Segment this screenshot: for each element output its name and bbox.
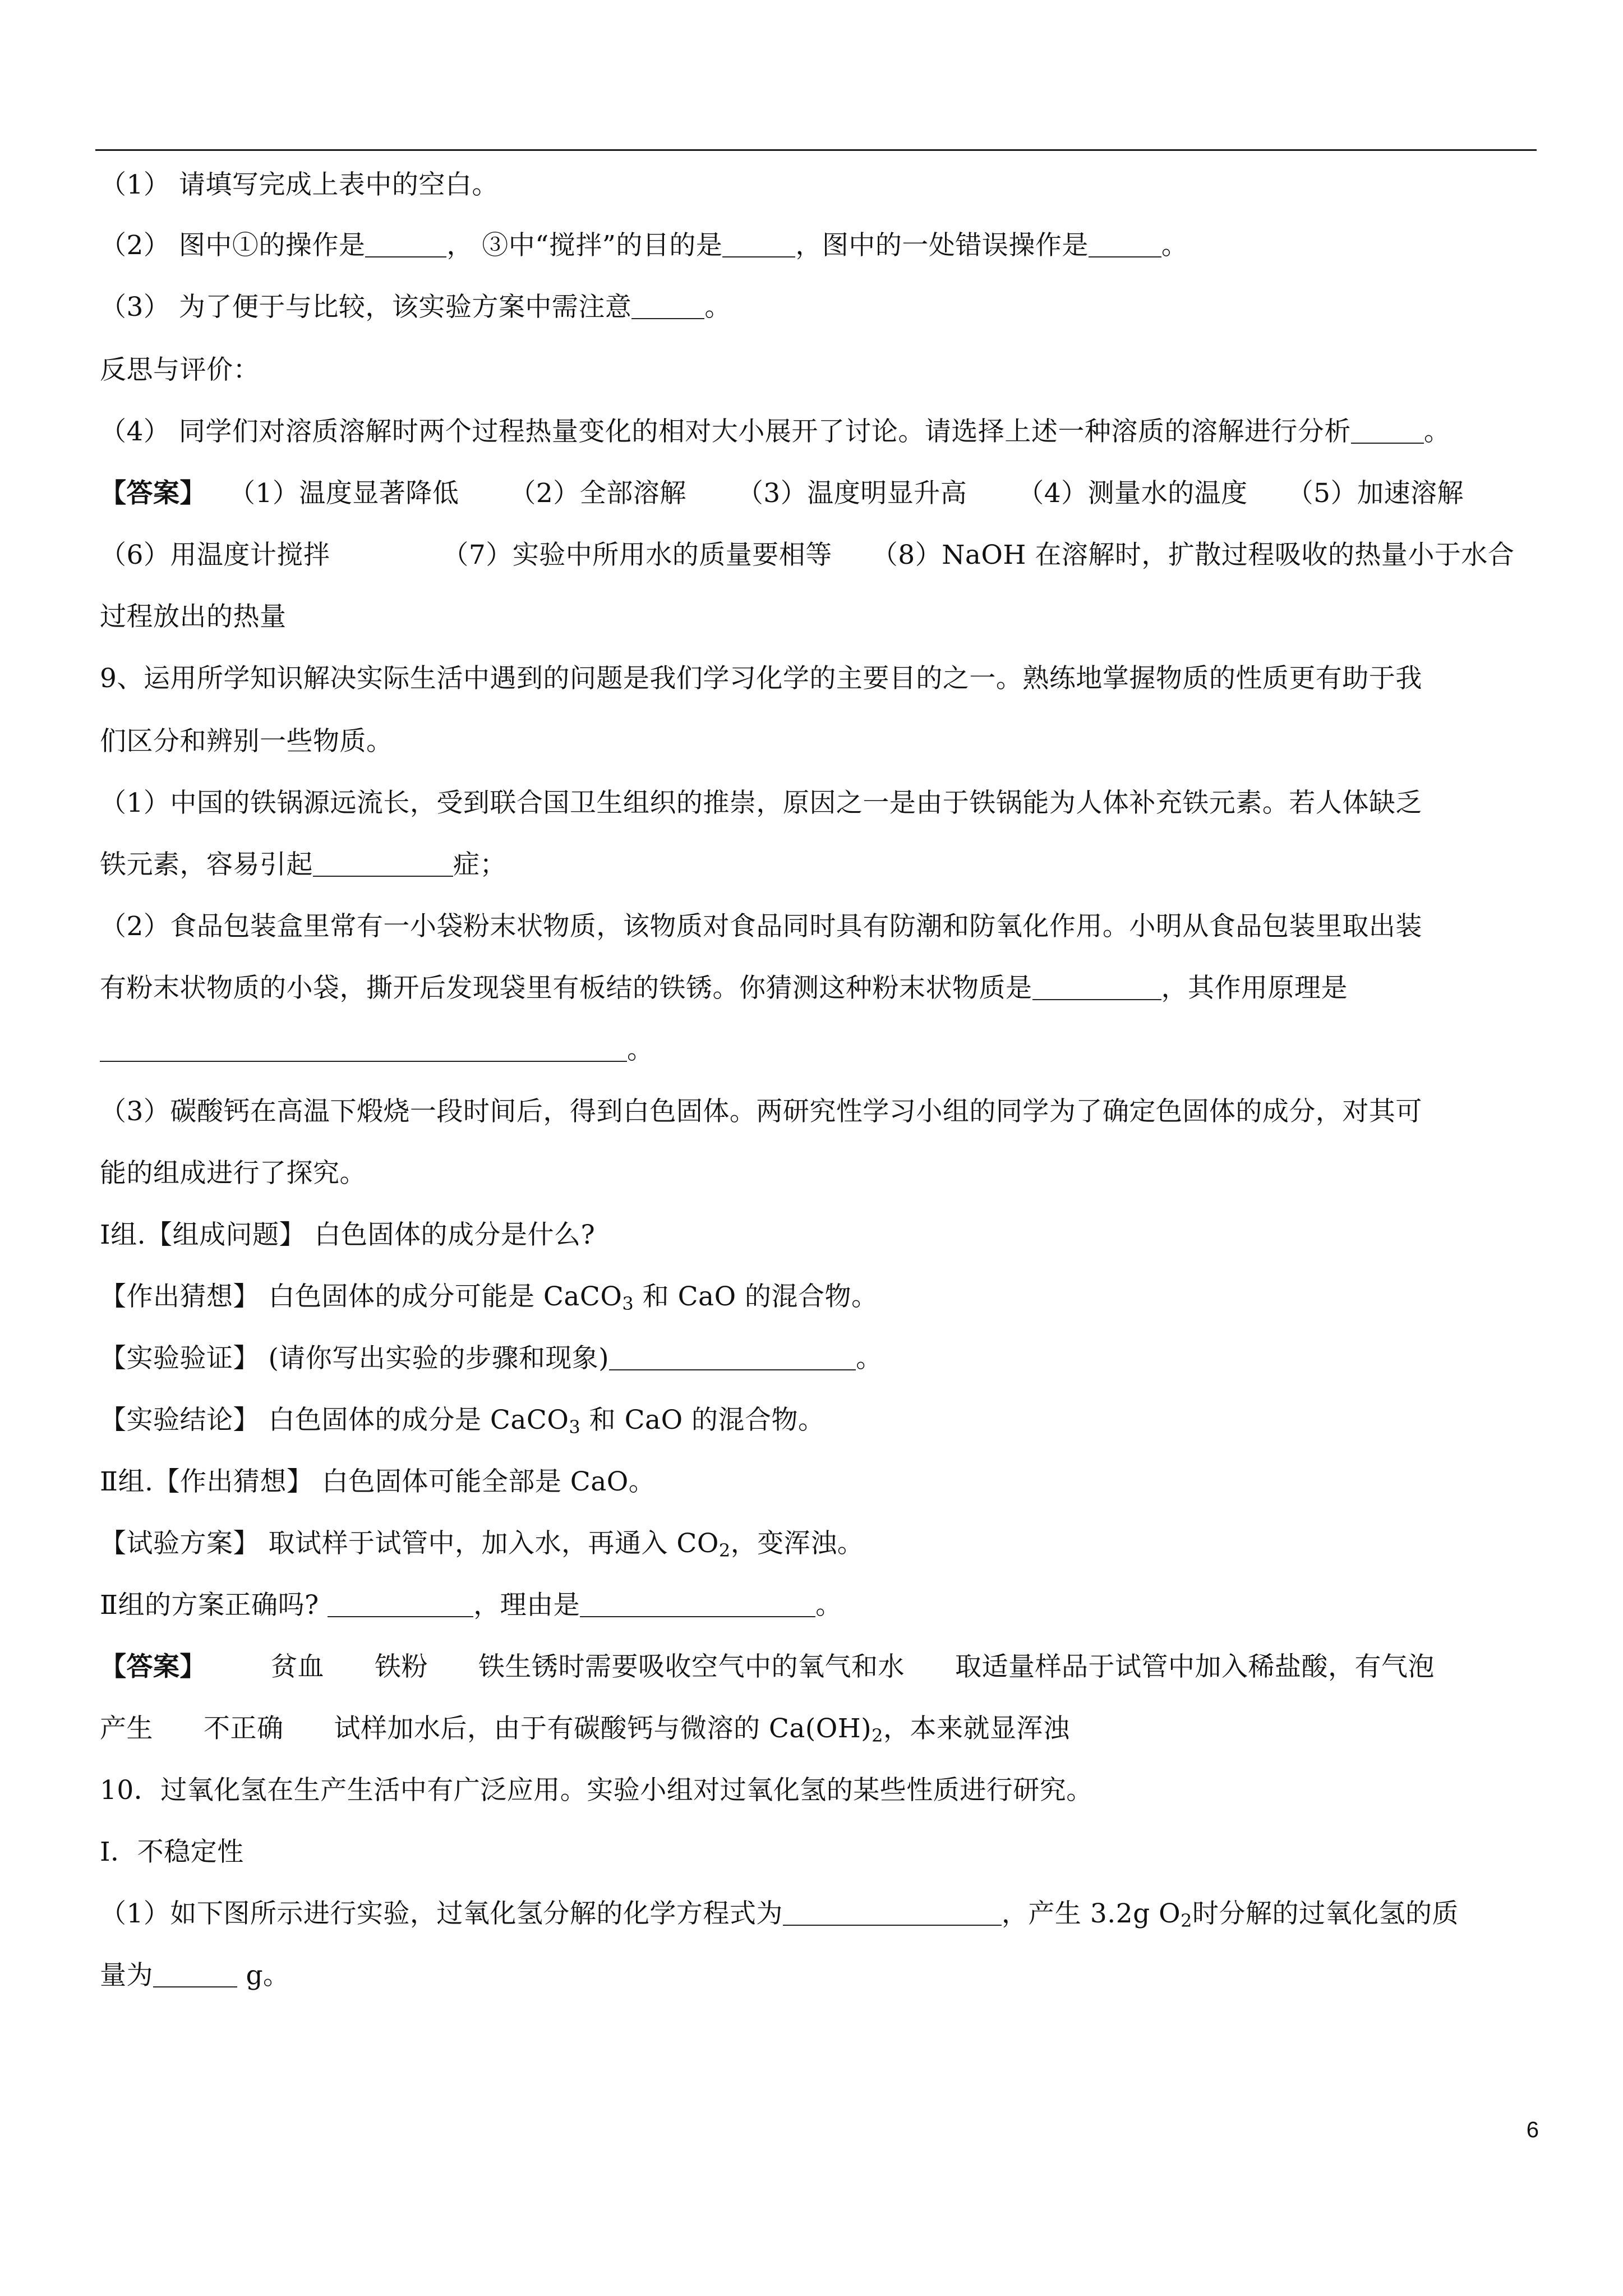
q8-answer-line-1: 【答案】 （1）温度显著降低 （2）全部溶解 （3）温度明显升高 （4）测量水的温度 （5）加速溶解 bbox=[100, 478, 1464, 509]
q9-intro-line-2: 们区分和辨别一些物质。 bbox=[100, 726, 393, 757]
answer-blank[interactable] bbox=[722, 232, 795, 257]
q8-subquestion-4: （4） 同学们对溶质溶解时两个过程热量变化的相对大小展开了讨论。请选择上述一种溶质的溶解进行分析 。 bbox=[100, 416, 1451, 447]
q9-part2-line-2: 有粉末状物质的小袋，撕开后发现袋里有板结的铁锈。你猜测这种粉末状物质是 ，其作用原理是 bbox=[100, 973, 1348, 1004]
answer-blank[interactable] bbox=[313, 851, 453, 877]
answer-blank[interactable] bbox=[580, 1591, 815, 1617]
q9-group1-conclusion: 【实验结论】 白色固体的成分是 CaCO$_3$ 和 CaO 的混合物。 bbox=[100, 1405, 825, 1438]
answer-blank[interactable] bbox=[365, 232, 446, 257]
q8-subquestion-1: （1） 请填写完成上表中的空白。 bbox=[100, 169, 499, 200]
q8-answer-line-2: （6）用温度计搅拌 （7）实验中所用水的质量要相等 （8）NaOH 在溶解时，扩散过程吸收的热量小于水合 bbox=[100, 540, 1515, 570]
q9-part2-line-3: 。 bbox=[100, 1033, 1536, 1067]
q9-intro-line-1: 9、运用所学知识解决实际生活中遇到的问题是我们学习化学的主要目的之一。熟练地掌握物质的性质更有助于我 bbox=[100, 663, 1422, 694]
q8-subquestion-2: （2） 图中①的操作是 ， ③中“搅拌”的目的是 ，图中的一处错误操作是 。 bbox=[100, 230, 1188, 261]
q10-intro: 10．过氧化氢在生产生活中有广泛应用。实验小组对过氧化氢的某些性质进行研究。 bbox=[100, 1775, 1093, 1806]
q9-answer-line-1: 【答案】 贫血 铁粉 铁生锈时需要吸收空气中的氧气和水 取适量样品于试管中加入稀盐酸，有气泡 bbox=[100, 1651, 1435, 1682]
q9-group1-question: Ⅰ组.【组成问题】 白色固体的成分是什么? bbox=[100, 1220, 596, 1250]
answer-blank[interactable] bbox=[1351, 418, 1424, 444]
q9-group2-question: Ⅱ组的方案正确吗? ，理由是 。 bbox=[100, 1590, 842, 1621]
q9-part3-line-2: 能的组成进行了探究。 bbox=[100, 1158, 366, 1189]
q9-part2-line-1: （2）食品包装盒里常有一小袋粉末状物质，该物质对食品同时具有防潮和防氧化作用。小明从食品包装里取出装 bbox=[100, 911, 1422, 942]
answer-blank[interactable] bbox=[631, 293, 704, 319]
q9-group1-verification: 【实验验证】 (请你写出实验的步骤和现象) 。 bbox=[100, 1343, 883, 1374]
q9-part3-line-1: （3）碳酸钙在高温下煅烧一段时间后，得到白色固体。两研究性学习小组的同学为了确定色固体的成分，对其可 bbox=[100, 1096, 1422, 1127]
q8-subquestion-3: （3） 为了便于与比较，该实验方案中需注意 。 bbox=[100, 292, 731, 323]
q9-group2-plan: 【试验方案】 取试样于试管中，加入水，再通入 $CO_2$，变浑浊。 bbox=[100, 1528, 864, 1561]
answer-blank[interactable] bbox=[153, 1962, 237, 1987]
q10-subquestion-1-line-1: （1）如下图所示进行实验，过氧化氢分解的化学方程式为 ，产生 3.2g $O_2$时分解的过氧化氢的质 bbox=[100, 1898, 1459, 1931]
answer-blank[interactable] bbox=[609, 1345, 856, 1370]
answer-blank[interactable] bbox=[783, 1900, 1002, 1926]
q10-part1-heading: I．不稳定性 bbox=[100, 1837, 244, 1867]
answer-blank[interactable] bbox=[1032, 974, 1161, 1000]
q9-group2-hypothesis: Ⅱ组.【作出猜想】 白色固体可能全部是 CaO。 bbox=[100, 1466, 656, 1497]
q9-group1-hypothesis: 【作出猜想】 白色固体的成分可能是 CaCO$_3$ 和 CaO 的混合物。 bbox=[100, 1281, 878, 1314]
q10-subquestion-1-line-2: 量为 g。 bbox=[100, 1960, 290, 1991]
header-rule bbox=[95, 149, 1537, 151]
q9-part1-line-2: 铁元素，容易引起 症； bbox=[100, 849, 506, 880]
q9-part1-line-1: （1）中国的铁锅源远流长，受到联合国卫生组织的推崇，原因之一是由于铁锅能为人体补充铁元素。若人体缺乏 bbox=[100, 788, 1422, 818]
answer-blank[interactable] bbox=[1089, 232, 1161, 257]
q9-answer-line-2: 产生 不正确 试样加水后，由于有碳酸钙与微溶的 $Ca(OH)_2$，本来就显浑浊 bbox=[100, 1713, 1070, 1746]
answer-blank[interactable] bbox=[328, 1591, 473, 1617]
page-number: 6 bbox=[1526, 2118, 1539, 2142]
q8-answer-line-3: 过程放出的热量 bbox=[100, 601, 287, 632]
answer-blank[interactable] bbox=[100, 1036, 627, 1062]
q8-reflection-heading: 反思与评价： bbox=[100, 355, 260, 385]
